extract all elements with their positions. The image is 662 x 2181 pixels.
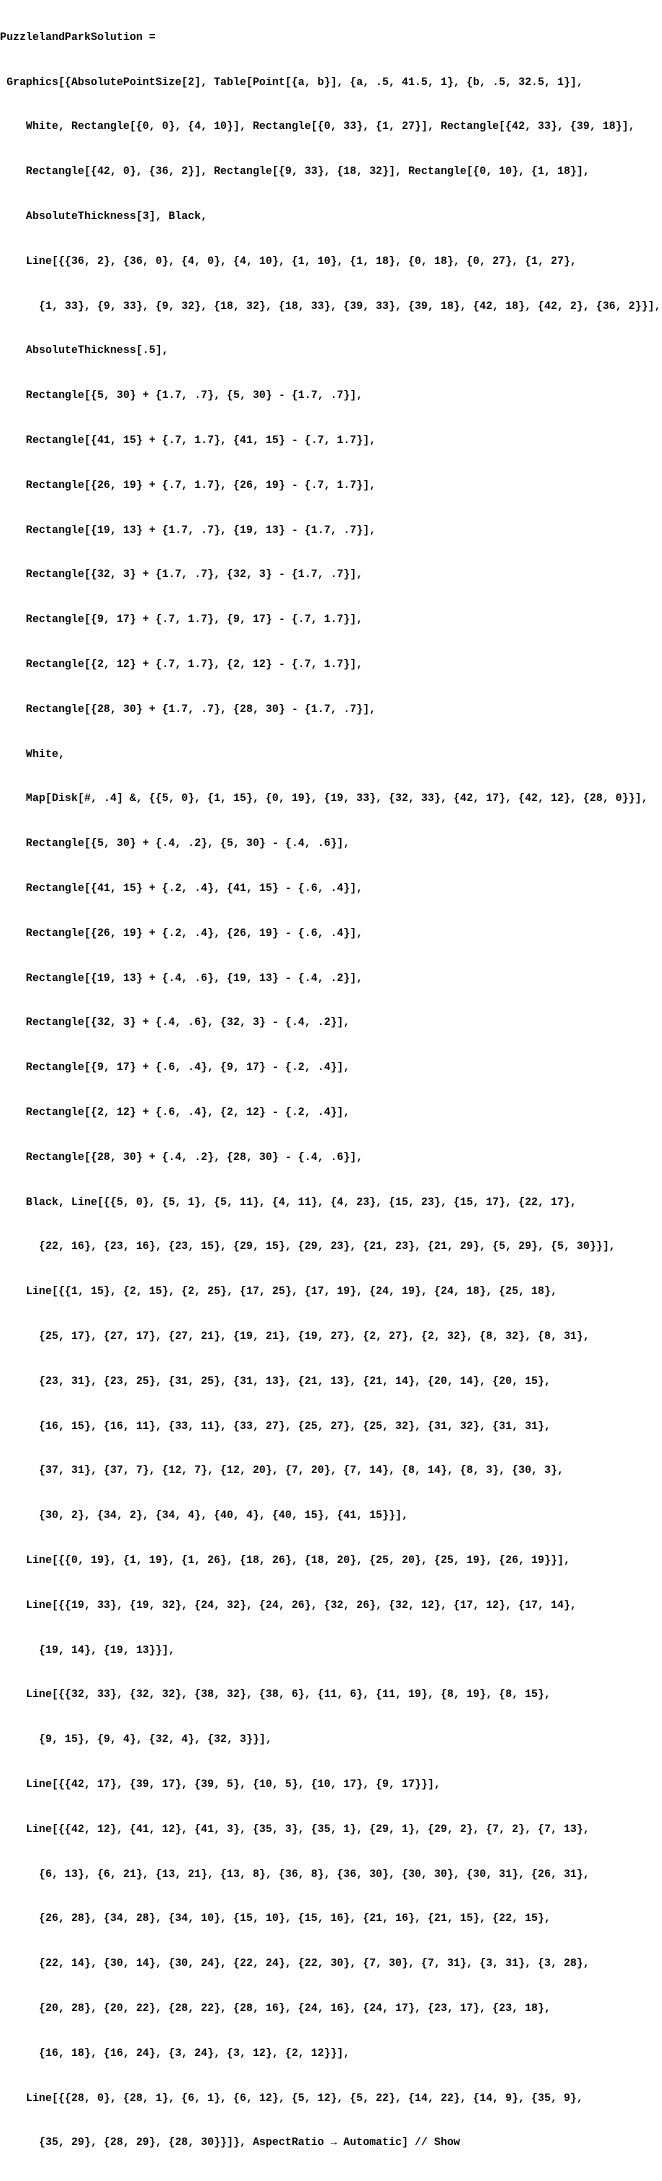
code-line: {23, 31}, {23, 25}, {31, 25}, {31, 13}, {21, 13}, {21, 14}, {20, 14}, {20, 15}, [0,1375,551,1388]
code-line: Rectangle[{42, 0}, {36, 2}], Rectangle[{9, 33}, {18, 32}], Rectangle[{0, 10}, {1, 18}], [0,166,590,179]
code-line: Graphics[{AbsolutePointSize[2], Table[Point[{a, b}], {a, .5, 41.5, 1}, {b, .5, 32.5, 1}], [0,76,584,89]
code-line: AbsoluteThickness[3], Black, [0,211,208,224]
code-line: Line[{{19, 33}, {19, 32}, {24, 32}, {24, 26}, {32, 26}, {32, 12}, {17, 12}, {17, 14}, [0,1599,577,1612]
code-line: {26, 28}, {34, 28}, {34, 10}, {15, 10}, {15, 16}, {21, 16}, {21, 15}, {22, 15}, [0,1913,551,1926]
code-line: Rectangle[{5, 30} + {.4, .2}, {5, 30} - {.4, .6}], [0,838,350,851]
code-line: Rectangle[{41, 15} + {.2, .4}, {41, 15} - {.6, .4}], [0,883,363,896]
code-line: Line[{{28, 0}, {28, 1}, {6, 1}, {6, 12}, {5, 12}, {5, 22}, {14, 22}, {14, 9}, {35, 9}, [0,2092,584,2105]
code-line: {35, 29}, {28, 29}, {28, 30}}]}, AspectRatio → Automatic] // Show [0,2137,461,2150]
code-line: {1, 33}, {9, 33}, {9, 32}, {18, 32}, {18, 33}, {39, 33}, {39, 18}, {42, 18}, {42, 2}, {36, 2}}], [0,300,661,313]
code-line: Line[{{42, 12}, {41, 12}, {41, 3}, {35, 3}, {35, 1}, {29, 1}, {29, 2}, {7, 2}, {7, 13}, [0,1823,590,1836]
code-line: Rectangle[{19, 13} + {.4, .6}, {19, 13} - {.4, .2}], [0,972,363,985]
code-line: Rectangle[{41, 15} + {.7, 1.7}, {41, 15} - {.7, 1.7}], [0,435,376,448]
code-line: AbsoluteThickness[.5], [0,345,169,358]
code-line: {16, 15}, {16, 11}, {33, 11}, {33, 27}, {25, 27}, {25, 32}, {31, 32}, {31, 31}, [0,1420,551,1433]
code-line: {6, 13}, {6, 21}, {13, 21}, {13, 8}, {36, 8}, {36, 30}, {30, 30}, {30, 31}, {26, 31}, [0,1868,590,1881]
code-line: Rectangle[{26, 19} + {.7, 1.7}, {26, 19} - {.7, 1.7}], [0,479,376,492]
code-line: Rectangle[{9, 17} + {.6, .4}, {9, 17} - {.2, .4}], [0,1062,350,1075]
code-line: Line[{{36, 2}, {36, 0}, {4, 0}, {4, 10}, {1, 10}, {1, 18}, {0, 18}, {0, 27}, {1, 27}, [0,255,577,268]
code-line: {22, 16}, {23, 16}, {23, 15}, {29, 15}, {29, 23}, {21, 23}, {21, 29}, {5, 29}, {5, 30}}], [0,1241,616,1254]
code-line: Rectangle[{28, 30} + {1.7, .7}, {28, 30} - {1.7, .7}], [0,703,376,716]
code-line: Rectangle[{2, 12} + {.7, 1.7}, {2, 12} - {.7, 1.7}], [0,659,363,672]
code-line: {22, 14}, {30, 14}, {30, 24}, {22, 24}, {22, 30}, {7, 30}, {7, 31}, {3, 31}, {3, 28}, [0,1958,590,1971]
code-line: {30, 2}, {34, 2}, {34, 4}, {40, 4}, {40, 15}, {41, 15}}], [0,1510,409,1523]
code-line: Black, Line[{{5, 0}, {5, 1}, {5, 11}, {4, 11}, {4, 23}, {15, 23}, {15, 17}, {22, 17}, [0,1196,577,1209]
code-line: {16, 18}, {16, 24}, {3, 24}, {3, 12}, {2, 12}}], [0,2047,350,2060]
code-line: {37, 31}, {37, 7}, {12, 7}, {12, 20}, {7, 20}, {7, 14}, {8, 14}, {8, 3}, {30, 3}, [0,1465,564,1478]
code-line: Line[{{0, 19}, {1, 19}, {1, 26}, {18, 26}, {18, 20}, {25, 20}, {25, 19}, {26, 19}}], [0,1554,571,1567]
code-line: Line[{{42, 17}, {39, 17}, {39, 5}, {10, 5}, {10, 17}, {9, 17}}], [0,1778,441,1791]
code-line: Rectangle[{26, 19} + {.2, .4}, {26, 19} - {.6, .4}], [0,927,363,940]
code-line: Rectangle[{32, 3} + {.4, .6}, {32, 3} - {.4, .2}], [0,1017,350,1030]
code-line: {20, 28}, {20, 22}, {28, 22}, {28, 16}, {24, 16}, {24, 17}, {23, 17}, {23, 18}, [0,2002,551,2015]
code-line: Rectangle[{19, 13} + {1.7, .7}, {19, 13} - {1.7, .7}], [0,524,376,537]
code-line: Rectangle[{5, 30} + {1.7, .7}, {5, 30} - {1.7, .7}], [0,390,363,403]
code-line: White, [0,748,65,761]
code-line: Map[Disk[#, .4] &, {{5, 0}, {1, 15}, {0, 19}, {19, 33}, {32, 33}, {42, 17}, {42, 12}, {28, 0}}], [0,793,648,806]
code-line: White, Rectangle[{0, 0}, {4, 10}], Rectangle[{0, 33}, {1, 27}], Rectangle[{42, 33}, {39, 18}], [0,121,635,134]
code-line: PuzzlelandParkSolution = [0,31,156,44]
code-line: Line[{{1, 15}, {2, 15}, {2, 25}, {17, 25}, {17, 19}, {24, 19}, {24, 18}, {25, 18}, [0,1286,558,1299]
code-line: Rectangle[{32, 3} + {1.7, .7}, {32, 3} - {1.7, .7}], [0,569,363,582]
code-line: Line[{{32, 33}, {32, 32}, {38, 32}, {38, 6}, {11, 6}, {11, 19}, {8, 19}, {8, 15}, [0,1689,551,1702]
code-line: {9, 15}, {9, 4}, {32, 4}, {32, 3}}], [0,1734,273,1747]
code-line: {25, 17}, {27, 17}, {27, 21}, {19, 21}, {19, 27}, {2, 27}, {2, 32}, {8, 32}, {8, 31}, [0,1330,590,1343]
code-line: Rectangle[{9, 17} + {.7, 1.7}, {9, 17} - {.7, 1.7}], [0,614,363,627]
code-line: Rectangle[{2, 12} + {.6, .4}, {2, 12} - {.2, .4}], [0,1107,350,1119]
code-line: Rectangle[{28, 30} + {.4, .2}, {28, 30} - {.4, .6}], [0,1151,363,1164]
code-line: {19, 14}, {19, 13}}], [0,1644,175,1657]
